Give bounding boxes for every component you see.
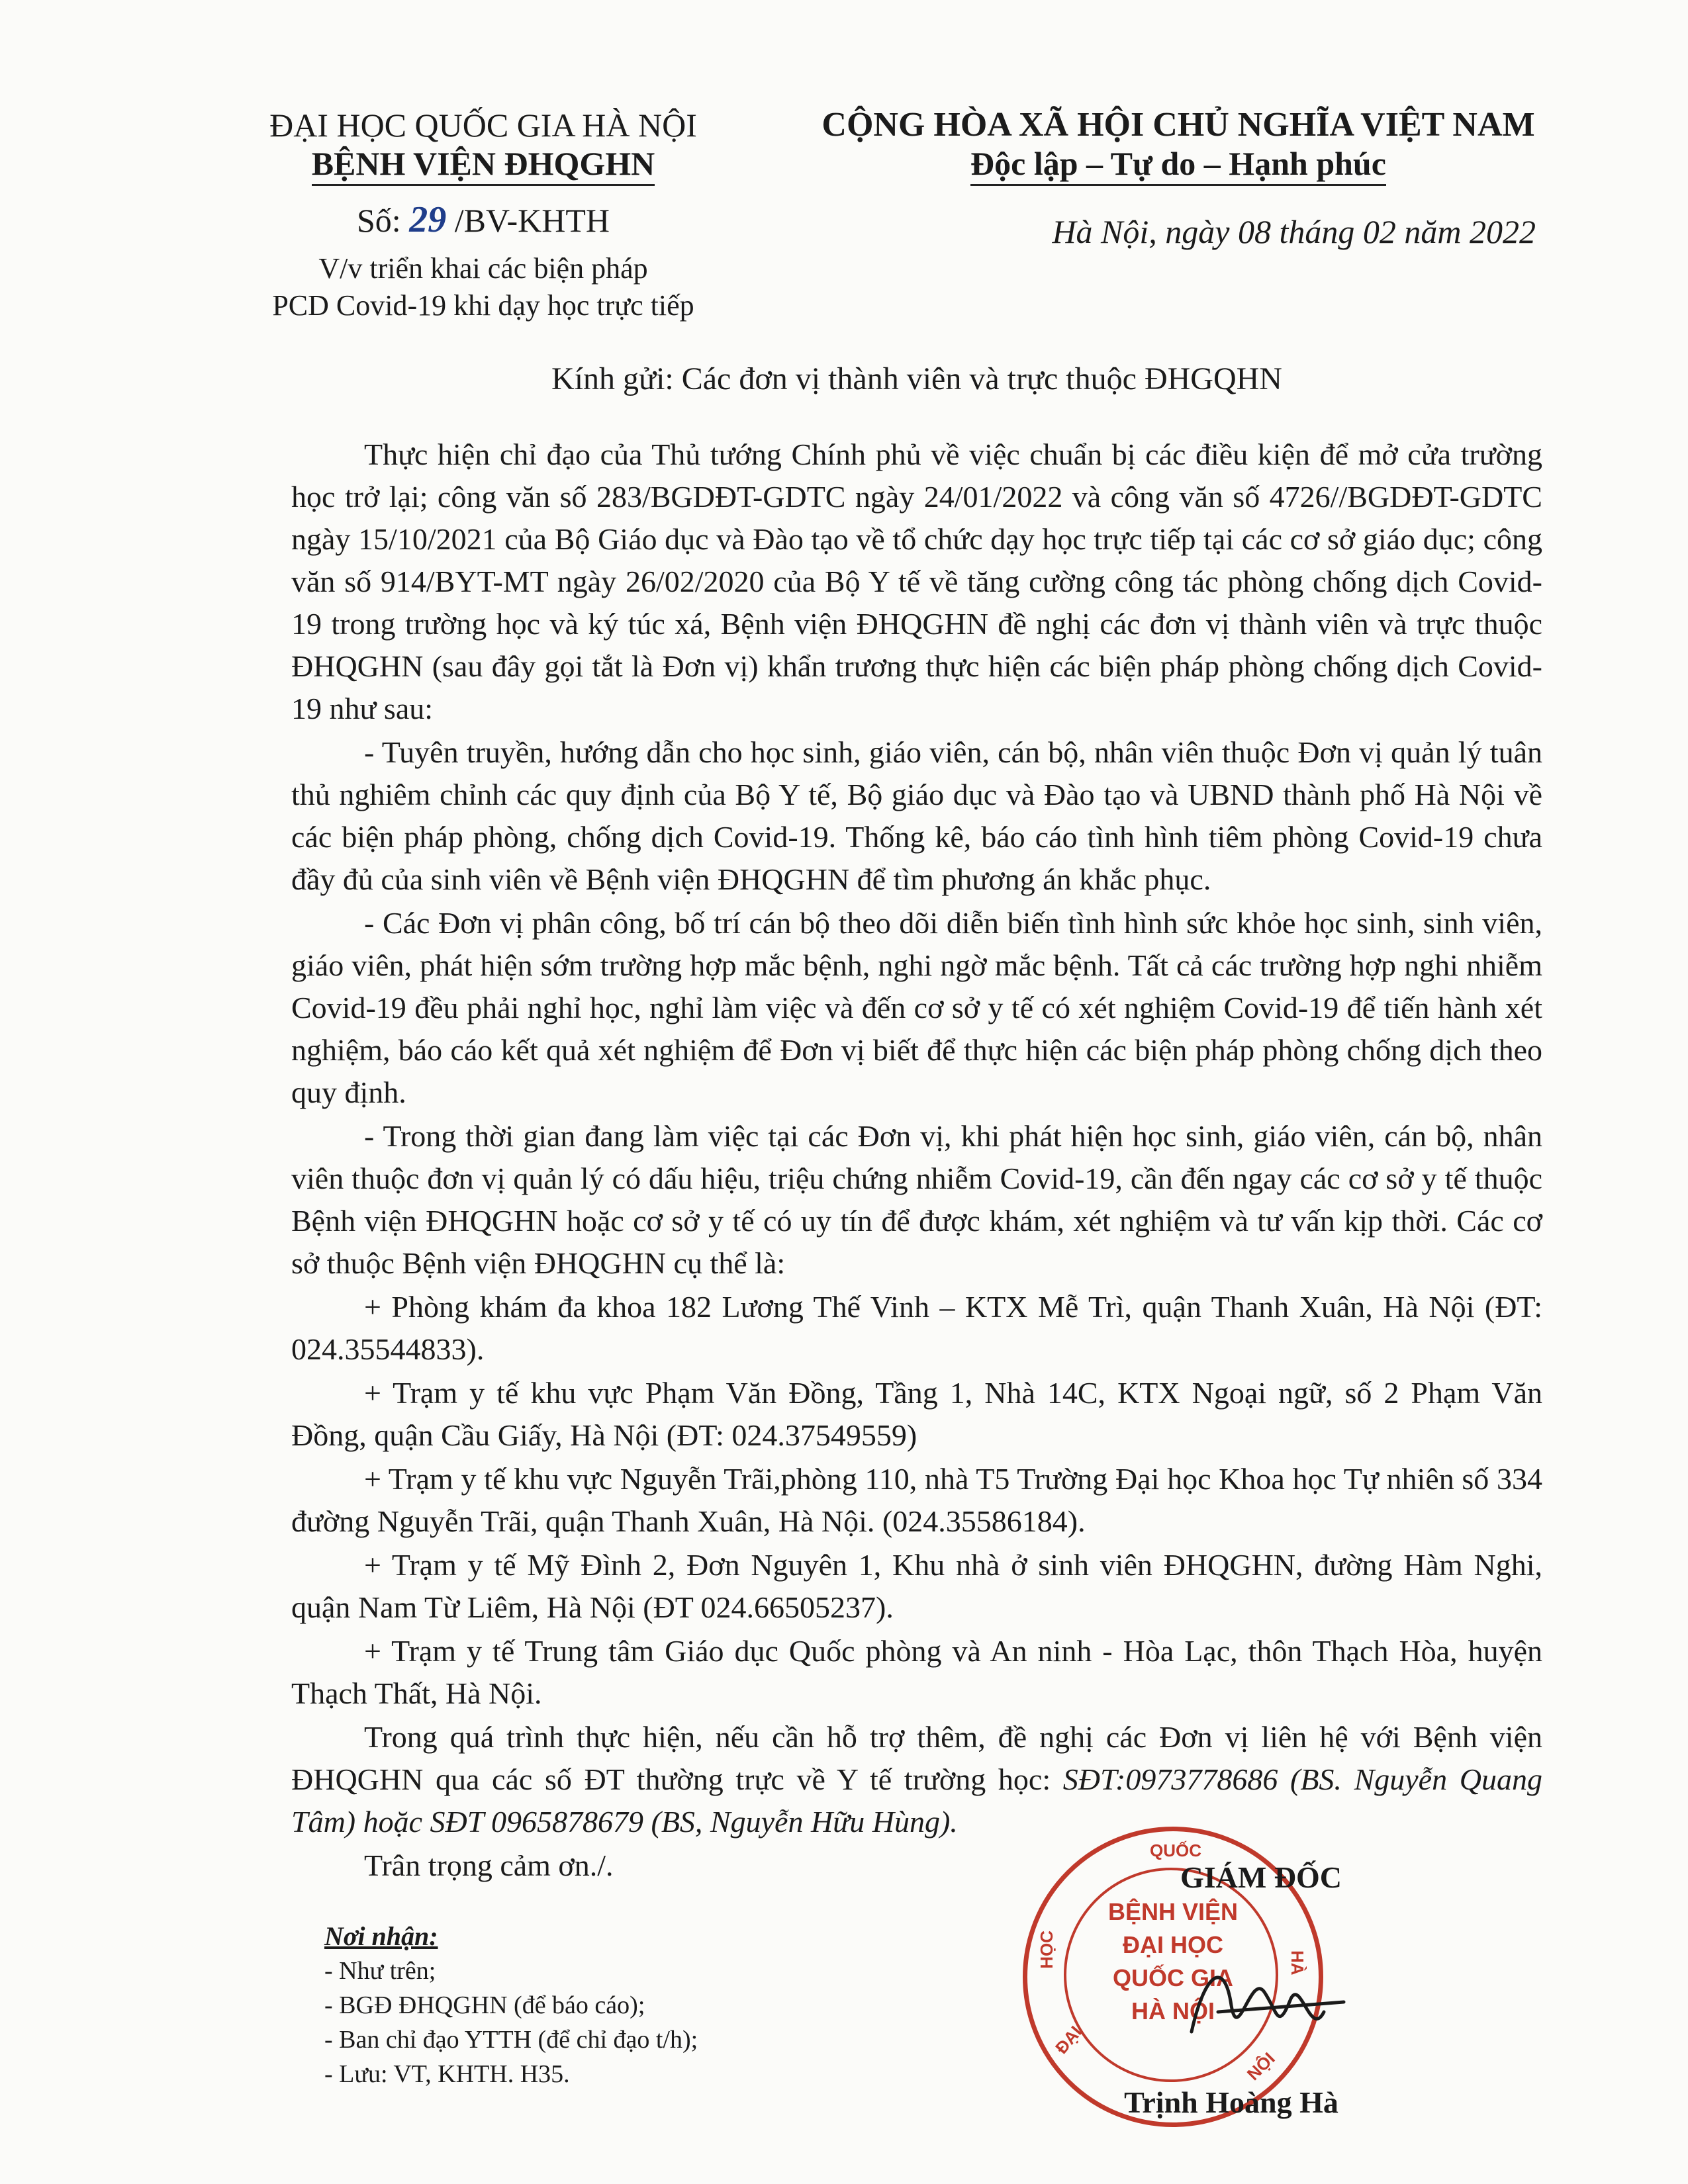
facility-3: + Trạm y tế khu vực Nguyễn Trãi,phòng 110, nhà T5 Trường Đại học Khoa học Tự nhiên số 334 đường Nguyễn Trãi, quận Thanh Xuân, Hà Nội. (024.35586184). [291,1462,1542,1538]
signer-name: Trịnh Hoàng Hà [1124,2085,1338,2119]
seal-ring-top: QUỐC [1150,1841,1201,1860]
so-suffix: /BV-KHTH [454,202,610,239]
subject-line-1: V/v triển khai các biện pháp [318,252,648,285]
facility-4: + Trạm y tế Mỹ Đình 2, Đơn Nguyên 1, Khu nhà ở sinh viên ĐHQGHN, đường Hàm Nghi, quận Nam Từ Liêm, Hà Nội (ĐT 024.66505237). [291,1548,1542,1624]
paragraph-item-1: - Tuyên truyền, hướng dẫn cho học sinh, giáo viên, cán bộ, nhân viên thuộc Đơn vị quản lý tuân thủ nghiêm chỉnh các quy định của Bộ Y tế, Bộ giáo dục và Đào tạo và UBND thành phố Hà Nội về các biện pháp phòng, chống dịch Covid-19. Thống kê, báo cáo tình hình tiêm phòng Covid-19 chưa đầy đủ của sinh viên về Bệnh viện ĐHQGHN để tìm phương án khắc phục. [291,735,1542,896]
seal-ring-right: HÀ [1288,1950,1307,1976]
document-body [291,433,1542,1888]
issuer-block [218,106,748,324]
so-number: 29 [409,199,447,240]
recipient-item: - Như trên; [324,1957,436,1985]
paragraph-item-3: - Trong thời gian đang làm việc tại các Đơn vị, khi phát hiện học sinh, giáo viên, cán bộ, nhân viên thuộc đơn vị quản lý có dấu hiệu, triệu chứng nhiễm Covid-19, cần đến ngay các cơ sở y tế thuộc Bệnh viện ĐHQGHN hoặc cơ sở y tế có uy tín để được khám, xét nghiệm và tư vấn kịp thời. Các cơ sở thuộc Bệnh viện ĐHQGHN cụ thể là: [291,1119,1542,1280]
paragraph-item-2: - Các Đơn vị phân công, bố trí cán bộ theo dõi diễn biến tình hình sức khỏe học sinh, sinh viên, giáo viên, phát hiện sớm trường hợp mắc bệnh, nghi ngờ mắc bệnh. Tất cả các trường hợp nghi nhiễm Covid-19 đều phải nghỉ học, nghỉ làm việc và đến cơ sở y tế có xét nghiệm Covid-19 để tiến hành xét nghiệm, báo cáo kết quả xét nghiệm để Đơn vị biết để thực hiện các biện pháp phòng chống dịch theo quy định. [291,906,1542,1109]
closing: Trân trọng cảm ơn./. [364,1848,614,1882]
seal-ring-left-2: ĐẠI [1051,2022,1086,2058]
place-date: Hà Nội, ngày 08 tháng 02 năm 2022 [1052,213,1536,250]
handwritten-signature [1178,1933,1350,2065]
subject-line-2: PCD Covid-19 khi dạy học trực tiếp [272,289,694,322]
signer-title: GIÁM ĐỐC [1180,1860,1342,1894]
addressee: Kính gửi: Các đơn vị thành viên và trực thuộc ĐHGQHN [551,361,1282,396]
seal-ring-bottom: NỘI [1243,2048,1279,2085]
recipient-item: - Lưu: VT, KHTH. H35. [324,2060,570,2088]
facility-2: + Trạm y tế khu vực Phạm Văn Đồng, Tầng 1, Nhà 14C, KTX Ngoại ngữ, số 2 Phạm Văn Đồng, quận Cầu Giấy, Hà Nội (ĐT: 024.37549559) [291,1376,1542,1452]
contact-phones: SĐT:0973778686 (BS. Nguyễn Quang Tâm) hoặc SĐT 0965878679 (BS, Nguyễn Hữu Hùng). [291,1762,1542,1839]
org-name: BỆNH VIỆN ĐHQGHN [312,144,655,186]
paragraph-intro: Thực hiện chỉ đạo của Thủ tướng Chính phủ về việc chuẩn bị các điều kiện để mở cửa trường học trở lại; công văn số 283/BGDĐT-GDTC ngày 24/01/2022 và công văn số 4726//BGDĐT-GDTC ngày 15/10/2021 của Bộ Giáo dục và Đào tạo về tổ chức dạy học trực tiếp tại các cơ sở giáo dục; công văn số 914/BYT-MT ngày 26/02/2020 của Bộ Y tế về tăng cường công tác phòng chống dịch Covid-19 trong trường học và ký túc xá, Bệnh viện ĐHQGHN đề nghị các đơn vị thành viên và trực thuộc ĐHQGHN (sau đây gọi tắt là Đơn vị) khẩn trương thực hiện các biện pháp phòng chống dịch Covid-19 như sau: [291,437,1542,725]
document-number [218,201,748,240]
contact-lead: Trong quá trình thực hiện, nếu cần hỗ trợ thêm, đề nghị các Đơn vị liên hệ với Bệnh viện ĐHQGHN qua các số ĐT thường trực về Y tế trường học: [291,1720,1542,1796]
seal-line-1: BỆNH VIỆN [1107,1898,1239,1925]
facility-5: + Trạm y tế Trung tâm Giáo dục Quốc phòng và An ninh - Hòa Lạc, thôn Thạch Hòa, huyện Thạch Thất, Hà Nội. [291,1634,1542,1710]
seal-line-2: ĐẠI HỌC [1123,1931,1223,1958]
recipients-title: Nơi nhận: [324,1921,438,1951]
contact-paragraph [291,1716,1542,1843]
seal-ring-left: HỌC [1037,1931,1056,1969]
so-label: Số: [357,202,401,239]
facility-1: + Phòng khám đa khoa 182 Lương Thế Vinh – KTX Mễ Trì, quận Thanh Xuân, Hà Nội (ĐT: 024.35544833). [291,1290,1542,1366]
country-name: CỘNG HÒA XÃ HỘI CHỦ NGHĨA VIỆT NAM [821,106,1535,144]
motto: Độc lập – Tự do – Hạnh phúc [970,144,1386,186]
recipient-item: - Ban chỉ đạo YTTH (để chỉ đạo t/h); [324,2026,698,2054]
national-header [781,106,1575,251]
seal-line-4: HÀ NỘI [1131,1997,1215,2025]
recipients [324,1919,920,2091]
parent-org: ĐẠI HỌC QUỐC GIA HÀ NỘI [269,107,697,144]
recipient-item: - BGĐ ĐHQGHN (để báo cáo); [324,1991,645,2019]
seal-line-3: QUỐC GIA [1112,1964,1233,1991]
